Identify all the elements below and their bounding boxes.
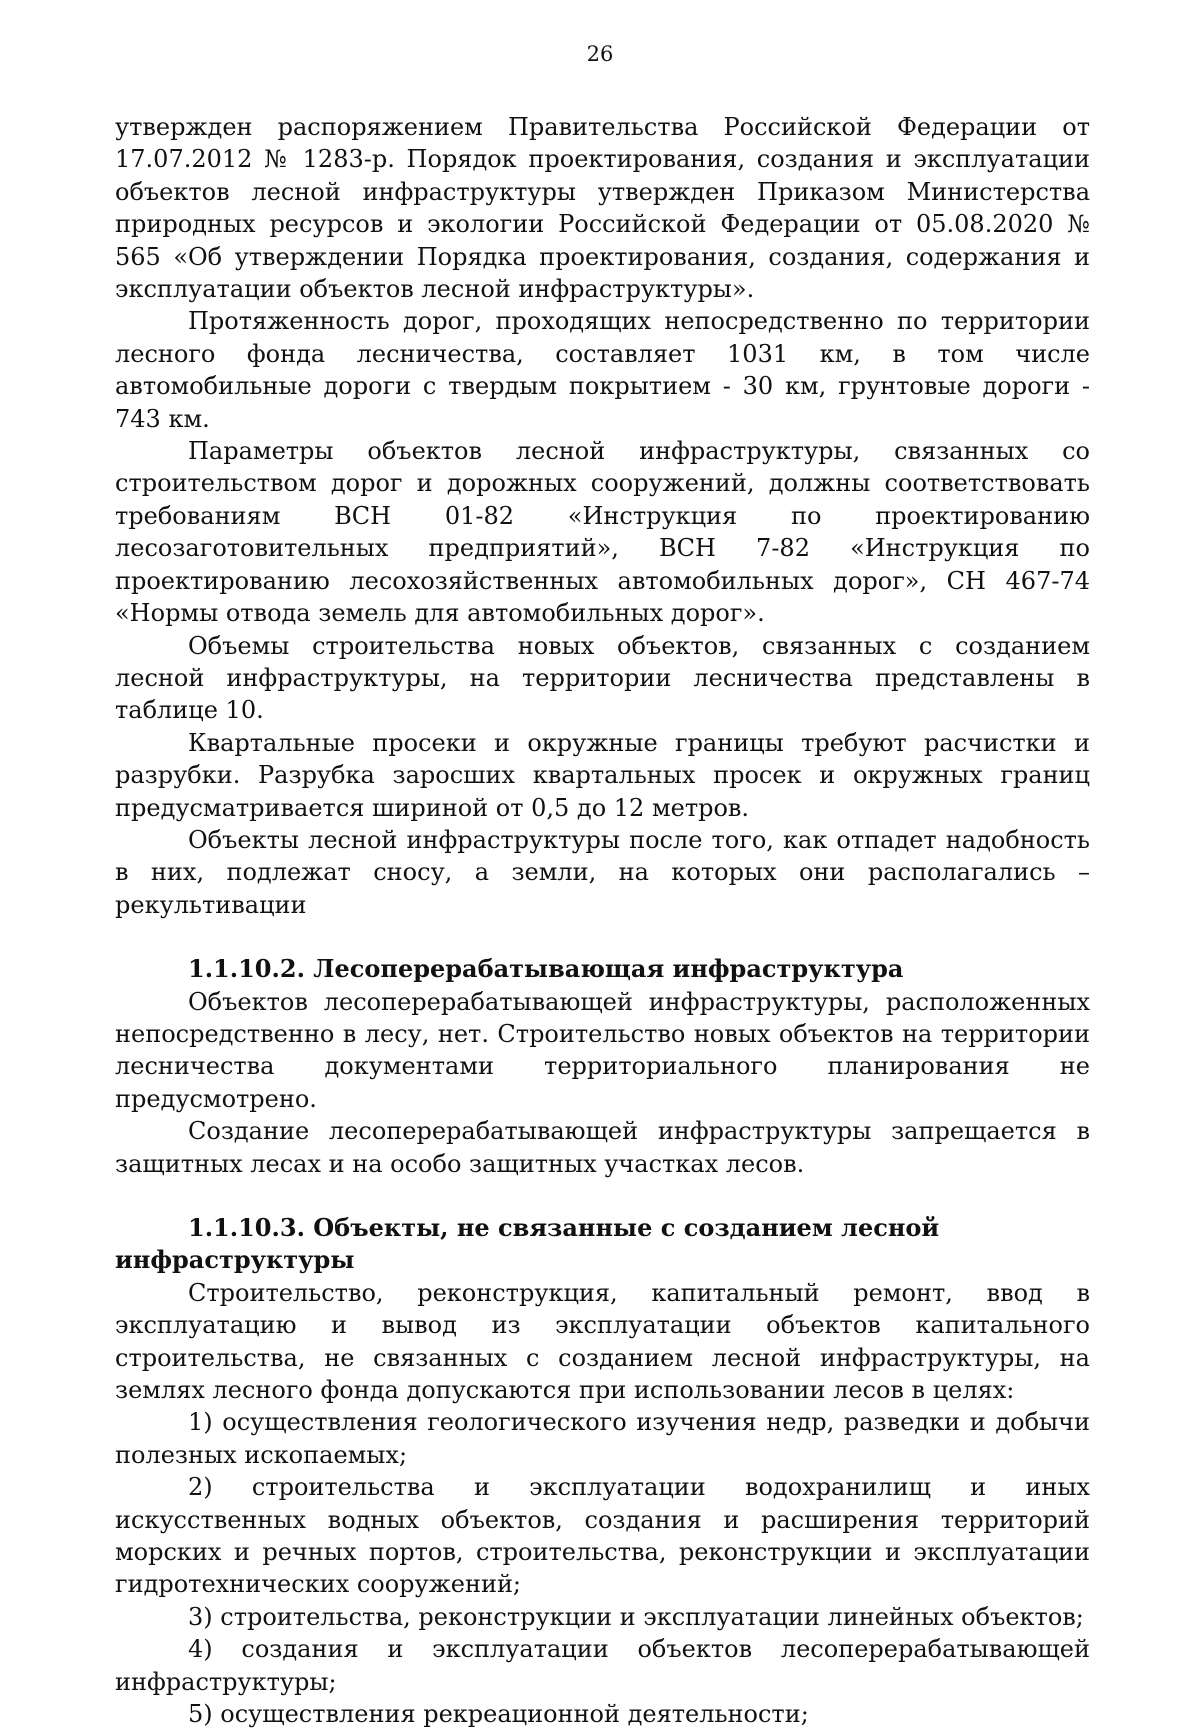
section-heading-wood-processing: 1.1.10.2. Лесоперерабатывающая инфраструктура [188,954,904,984]
paragraph-block-clearings: Квартальные просеки и окружные границы требуют расчистки и разрубки. Разрубка заросших квартальных просек и окружных границ предусматривается шириной от 0,5 до 12 метров. [115,728,1090,822]
section-heading-non-infrastructure-objects: 1.1.10.3. Объекты, не связанные с созданием лесной инфраструктуры [115,1213,940,1275]
paragraph-construction-volumes: Объемы строительства новых объектов, связанных с созданием лесной инфраструктуры, на территории лесничества представлены в таблице 10. [115,631,1090,725]
paragraph-capital-construction: Строительство, реконструкция, капитальный ремонт, ввод в эксплуатацию и вывод из эксплуатации объектов капитального строительства, не связанных с созданием лесной инфраструктуры, на землях лесного фонда допускаются при использовании лесов в целях: [115,1278,1090,1405]
list-item: 4) создания и эксплуатации объектов лесоперерабатывающей инфраструктуры; [115,1635,1090,1696]
paragraph-infrastructure-removal: Объекты лесной инфраструктуры после того, как отпадет надобность в них, подлежат сносу, а земли, на которых они располагались – рекультивации [115,825,1090,919]
paragraph-wood-processing-objects: Объектов лесоперерабатывающей инфраструктуры, расположенных непосредственно в лесу, нет. Строительство новых объектов на территории лесничества документами территориального планирования не предусмотрено. [115,987,1090,1113]
paragraph-wood-processing-prohibition: Создание лесоперерабатывающей инфраструктуры запрещается в защитных лесах и на особо защитных участках лесов. [115,1117,1090,1178]
page-number: 26 [586,42,614,66]
list-item: 5) осуществления рекреационной деятельности; [188,1700,809,1729]
section-spacer [115,921,1090,953]
list-item: 1) осуществления геологического изучения недр, разведки и добычи полезных ископаемых; [115,1408,1090,1469]
paragraph-infrastructure-parameters: Параметры объектов лесной инфраструктуры, связанных со строительством дорог и дорожных сооружений, должны соответствовать требованиям ВСН 01-82 «Инструкция по проектированию лесозаготовительных предприятий», ВСН 7-82 «Инструкция по проектированию лесохозяйственных автомобильных дорог», СН 467-74 «Нормы отвода земель для автомобильных дорог». [115,437,1090,628]
paragraph-continuation: утвержден распоряжением Правительства Российской Федерации от 17.07.2012 № 1283-р. Порядок проектирования, создания и эксплуатации объектов лесной инфраструктуры утвержден Приказом Министерства природных ресурсов и экологии Российской Федерации от 05.08.2020 № 565 «Об утверждении Порядка проектирования, создания, содержания и эксплуатации объектов лесной инфраструктуры». [115,113,1090,304]
list-item: 3) строительства, реконструкции и эксплуатации линейных объектов; [188,1602,1084,1631]
list-item: 2) строительства и эксплуатации водохранилищ и иных искусственных водных объектов, создания и расширения территорий морских и речных портов, строительства, реконструкции и эксплуатации гидротехнических сооружений; [115,1473,1090,1599]
document-body [115,111,1090,1731]
paragraph-roads-length: Протяженность дорог, проходящих непосредственно по территории лесного фонда лесничества, составляет 1031 км, в том числе автомобильные дороги с твердым покрытием - 30 км, грунтовые дороги - 743 км. [115,307,1090,433]
section-spacer [115,1180,1090,1212]
